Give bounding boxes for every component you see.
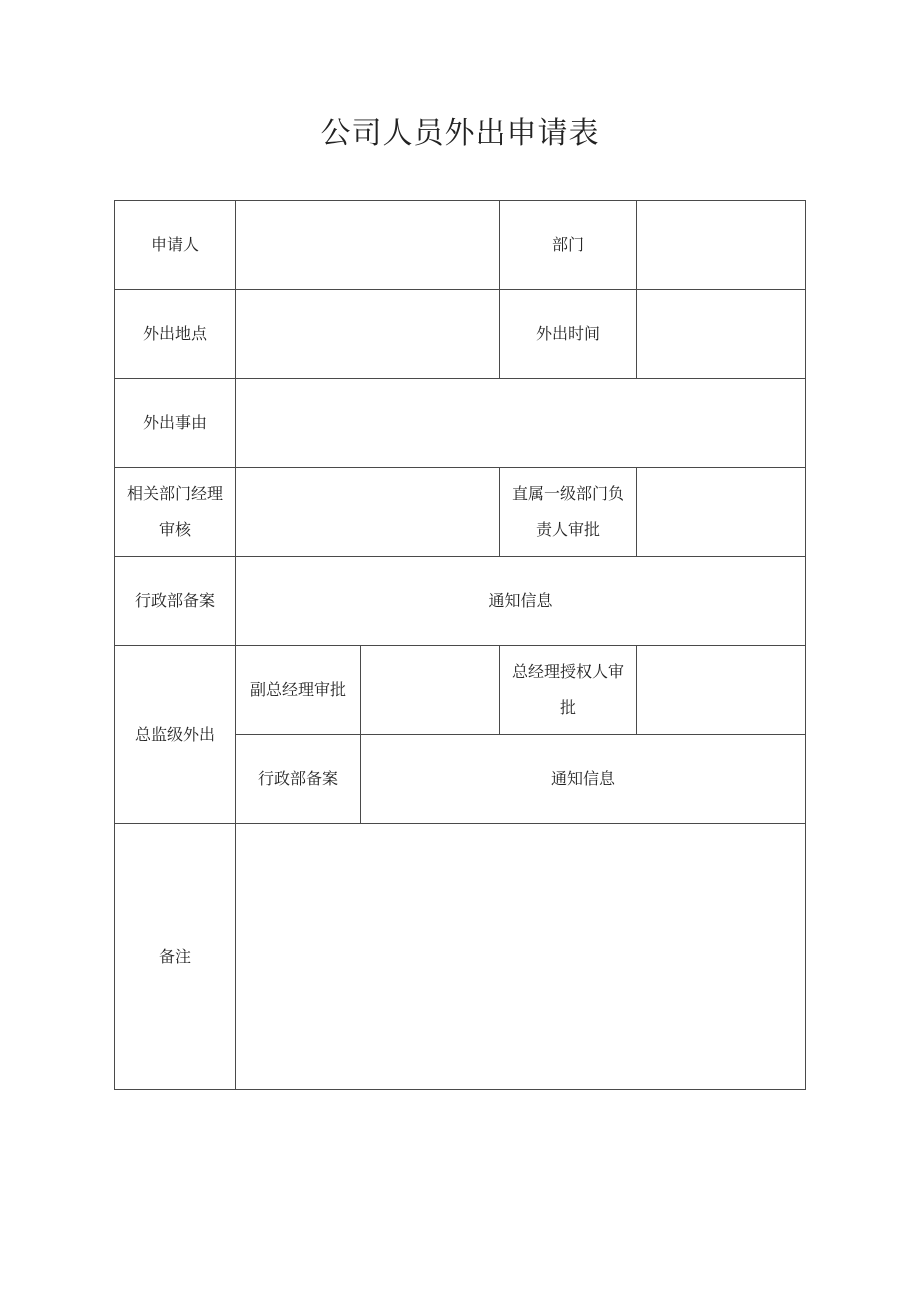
related-manager-review-field[interactable] [236,468,500,557]
vice-gm-approval-field[interactable] [361,646,500,735]
table-row [115,557,806,646]
out-time-field[interactable] [637,290,806,379]
page-title: 公司人员外出申请表 [320,116,600,151]
remarks-field[interactable] [236,824,806,1090]
destination-label: 外出地点 [115,290,236,379]
reason-label: 外出事由 [115,379,236,468]
table-row [115,290,806,379]
notify-info-label[interactable]: 通知信息 [236,557,806,646]
gm-authorized-approval-label: 总经理授权人审批 [500,646,637,735]
direct-head-approval-label: 直属一级部门负责人审批 [500,468,637,557]
remarks-label: 备注 [115,824,236,1090]
table-row [115,201,806,290]
reason-field[interactable] [236,379,806,468]
table-row [115,468,806,557]
department-field[interactable] [637,201,806,290]
destination-field[interactable] [236,290,500,379]
gm-authorized-approval-field[interactable] [637,646,806,735]
table-row [115,646,806,735]
department-label: 部门 [500,201,637,290]
applicant-label: 申请人 [115,201,236,290]
vice-gm-approval-label: 副总经理审批 [236,646,361,735]
table-row [115,824,806,1090]
out-time-label: 外出时间 [500,290,637,379]
director-out-label: 总监级外出 [115,646,236,824]
applicant-field[interactable] [236,201,500,290]
application-form-table [114,200,806,1090]
director-notify-info-label[interactable]: 通知信息 [361,735,806,824]
director-admin-filing-label: 行政部备案 [236,735,361,824]
table-row [115,379,806,468]
related-manager-review-label: 相关部门经理审核 [115,468,236,557]
admin-filing-label: 行政部备案 [115,557,236,646]
direct-head-approval-field[interactable] [637,468,806,557]
